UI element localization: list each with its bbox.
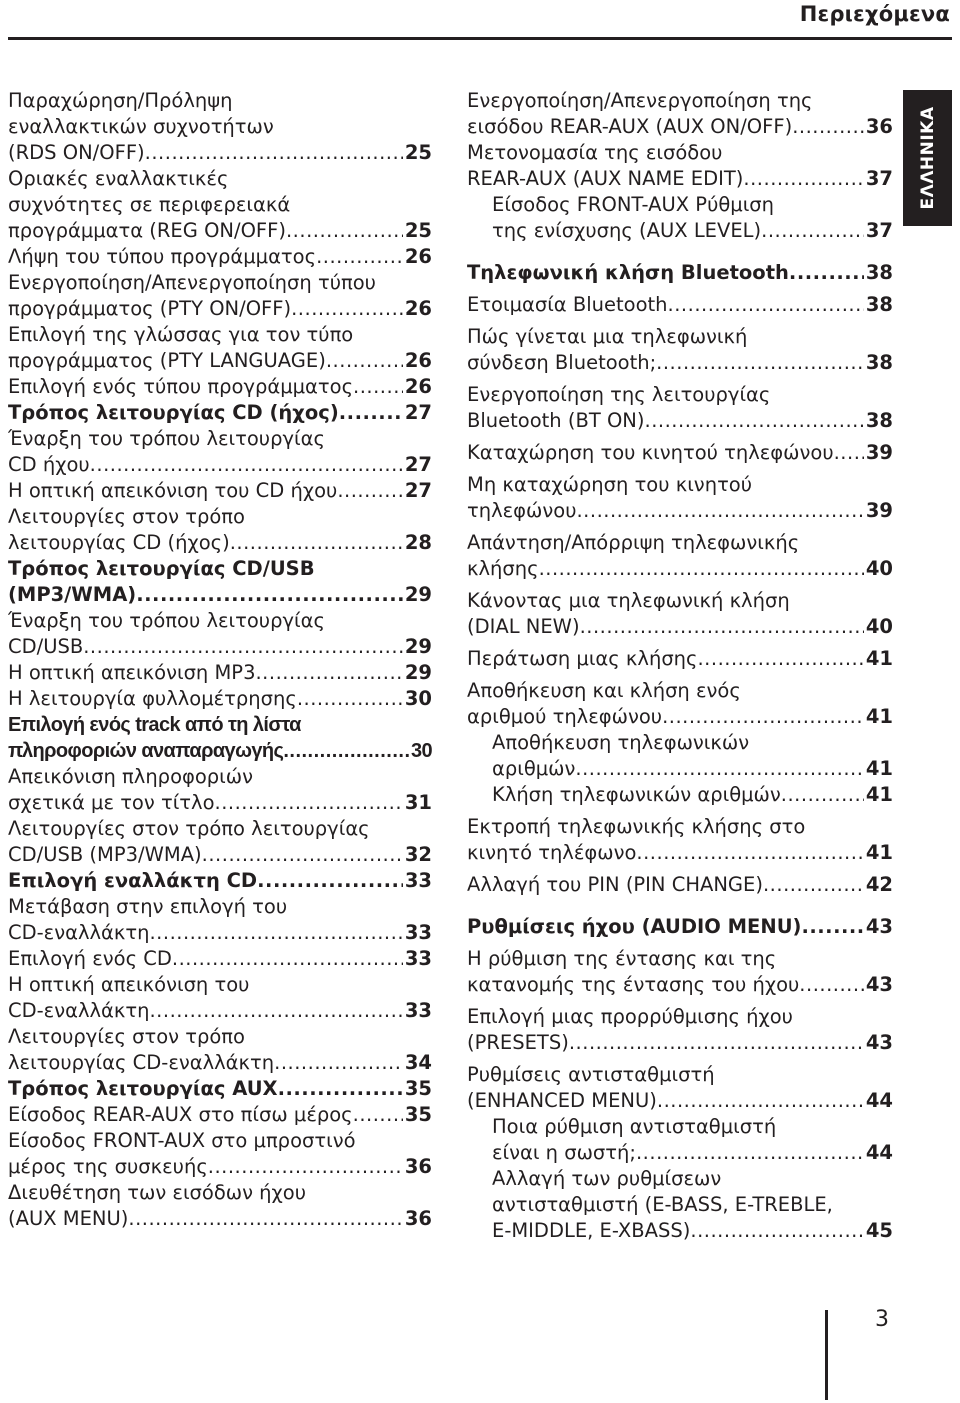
- toc-left-column: [8, 88, 432, 1232]
- toc-entry: [8, 1102, 432, 1128]
- toc-entry-text: CD-εναλλάκτη: [8, 999, 150, 1022]
- toc-entry-text: μέρος της συσκευής: [8, 1155, 208, 1178]
- toc-entry: [467, 260, 893, 286]
- toc-entry-text: Οριακές εναλλακτικές: [8, 167, 229, 190]
- toc-entry-text: αντισταθμιστή (E-BASS, E-TREBLE,: [492, 1193, 833, 1216]
- toc-page-number: 43: [865, 1031, 893, 1054]
- toc-entry-text: προγράμματος (PTY ON/OFF): [8, 297, 292, 320]
- toc-page-number: 29: [404, 661, 432, 684]
- toc-entry: [8, 1180, 432, 1232]
- dot-leader: [316, 244, 403, 270]
- toc-entry-text: Αποθήκευση και κλήση ενός: [467, 679, 741, 702]
- toc-entry-text: Απεικόνιση πληροφοριών: [8, 765, 253, 788]
- dot-leader: [274, 1050, 403, 1076]
- dot-leader: [257, 868, 403, 894]
- toc-entry-text: REAR-AUX (AUX NAME EDIT): [467, 167, 744, 190]
- toc-page-number: 36: [404, 1155, 432, 1178]
- toc-entry-text: είναι η σωστή;: [492, 1141, 636, 1164]
- toc-page-number: 26: [404, 245, 432, 268]
- page-title: Περιεχόμενα: [799, 2, 950, 26]
- dot-leader: [286, 218, 403, 244]
- toc-entry: [8, 608, 432, 660]
- toc-entry: [467, 382, 893, 434]
- toc-entry-text: CD/USB: [8, 635, 84, 658]
- toc-page-number: 39: [865, 441, 893, 464]
- toc-page-number: 26: [404, 297, 432, 320]
- toc-entry: [467, 324, 893, 376]
- toc-page-number: 41: [865, 841, 893, 864]
- dot-leader: [83, 634, 403, 660]
- toc-entry-text: Επιλογή της γλώσσας για τον τύπο: [8, 323, 354, 346]
- dot-leader: [208, 1154, 403, 1180]
- toc-entry: [8, 660, 432, 686]
- toc-entry-text: Τρόπος λειτουργίας CD/USB: [8, 557, 315, 580]
- toc-page-number: 36: [404, 1207, 432, 1230]
- toc-entry-text: (MP3/WMA): [8, 583, 137, 606]
- toc-page-number: 40: [865, 557, 893, 580]
- dot-leader: [690, 1218, 863, 1244]
- dot-leader: [763, 872, 864, 898]
- toc-entry: [467, 88, 893, 140]
- dot-leader: [580, 614, 864, 640]
- toc-entry: [8, 868, 432, 894]
- dot-leader: [283, 738, 409, 764]
- toc-page-number: 35: [404, 1077, 432, 1100]
- dot-leader: [576, 498, 863, 524]
- toc-page-number: 26: [404, 375, 432, 398]
- dot-leader: [326, 348, 403, 374]
- toc-page-number: 32: [404, 843, 432, 866]
- toc-page-number: 33: [404, 921, 432, 944]
- dot-leader: [291, 296, 403, 322]
- toc-page-number: 27: [404, 479, 432, 502]
- toc-entry: [467, 914, 893, 940]
- toc-entry-text: Επιλογή εναλλάκτη CD: [8, 869, 258, 892]
- toc-entry-text: Έναρξη του τρόπου λειτουργίας: [8, 427, 325, 450]
- toc-entry: [8, 712, 432, 764]
- toc-entry: [8, 556, 432, 608]
- toc-entry-text: Παραχώρηση/Πρόληψη: [8, 89, 233, 112]
- toc-entry-text: Κάνοντας μια τηλεφωνική κλήση: [467, 589, 790, 612]
- dot-leader: [172, 946, 403, 972]
- dot-leader: [202, 842, 403, 868]
- toc-page-number: 41: [865, 705, 893, 728]
- dot-leader: [801, 914, 863, 940]
- toc-page-number: 27: [404, 453, 432, 476]
- toc-entry-text: E-MIDDLE, E-XBASS): [492, 1219, 691, 1242]
- dot-leader: [668, 292, 864, 318]
- toc-entry-text: Μη καταχώρηση του κινητού: [467, 473, 753, 496]
- toc-entry-text: Είσοδος REAR-AUX στο πίσω μέρος: [8, 1103, 353, 1126]
- toc-page-number: 29: [404, 583, 432, 606]
- toc-entry: [8, 686, 432, 712]
- toc-entry-text: Επιλογή ενός CD: [8, 947, 172, 970]
- dot-leader: [834, 440, 864, 466]
- page-number: 3: [875, 1307, 889, 1332]
- toc-entry: [467, 872, 893, 898]
- toc-page-number: 28: [404, 531, 432, 554]
- toc-entry-text: CD ήχου: [8, 453, 90, 476]
- toc-entry: [8, 972, 432, 1024]
- header-divider: [8, 37, 952, 40]
- toc-entry: [467, 1166, 893, 1244]
- toc-entry-text: Τηλεφωνική κλήση Bluetooth: [467, 261, 789, 284]
- toc-entry-text: Ρυθμίσεις ήχου (AUDIO MENU): [467, 915, 802, 938]
- dot-leader: [339, 400, 403, 426]
- toc-entry-text: εναλλακτικών συχνοτήτων: [8, 115, 274, 138]
- toc-entry: [8, 894, 432, 946]
- toc-entry-text: Είσοδος FRONT-AUX Ρύθμιση: [492, 193, 775, 216]
- dot-leader: [789, 260, 864, 286]
- dot-leader: [145, 140, 403, 166]
- dot-leader: [337, 478, 403, 504]
- dot-leader: [90, 452, 403, 478]
- toc-entry: [8, 400, 432, 426]
- dot-leader: [215, 790, 403, 816]
- dot-leader: [656, 350, 864, 376]
- toc-entry-text: κινητό τηλέφωνο: [467, 841, 637, 864]
- toc-page-number: 35: [404, 1103, 432, 1126]
- dot-leader: [697, 646, 863, 672]
- toc-entry-text: Κλήση τηλεφωνικών αριθμών: [492, 783, 781, 806]
- toc-page-number: 41: [865, 647, 893, 670]
- toc-entry-text: Απάντηση/Απόρριψη τηλεφωνικής: [467, 531, 800, 554]
- language-tab-label: ΕΛΛΗΝΙΚΑ: [917, 106, 938, 210]
- dot-leader: [781, 782, 864, 808]
- toc-entry-text: συχνότητες σε περιφερειακά: [8, 193, 291, 216]
- dot-leader: [636, 840, 863, 866]
- toc-entry-text: CD/USB (MP3/WMA): [8, 843, 202, 866]
- toc-entry: [8, 1024, 432, 1076]
- toc-page-number: 34: [404, 1051, 432, 1074]
- toc-entry: [467, 946, 893, 998]
- toc-entry: [467, 588, 893, 640]
- toc-entry-text: κατανομής της έντασης του ήχου: [467, 973, 800, 996]
- toc-page-number: 43: [865, 973, 893, 996]
- toc-entry-text: Η λειτουργία φυλλομέτρησης: [8, 687, 297, 710]
- toc-page-number: 38: [865, 351, 893, 374]
- toc-entry: [467, 1114, 893, 1166]
- toc-entry-text: Η οπτική απεικόνιση MP3: [8, 661, 256, 684]
- toc-page-number: 26: [404, 349, 432, 372]
- toc-entry: [467, 782, 893, 808]
- toc-page-number: 44: [865, 1141, 893, 1164]
- toc-entry-text: Λειτουργίες στον τρόπο: [8, 1025, 245, 1048]
- toc-entry-text: Λειτουργίες στον τρόπο: [8, 505, 245, 528]
- toc-entry-text: Αλλαγή των ρυθμίσεων: [492, 1167, 722, 1190]
- toc-entry: [467, 1004, 893, 1056]
- toc-entry: [467, 472, 893, 524]
- dot-leader: [743, 166, 863, 192]
- toc-entry-text: Ρυθμίσεις αντισταθμιστή: [467, 1063, 715, 1086]
- dot-leader: [297, 686, 403, 712]
- toc-entry-text: Λήψη του τύπου προγράμματος: [8, 245, 317, 268]
- toc-page-number: 42: [865, 873, 893, 896]
- toc-entry-text: Εκτροπή τηλεφωνικής κλήσης στο: [467, 815, 806, 838]
- toc-page-number: 33: [404, 999, 432, 1022]
- toc-entry: [8, 88, 432, 166]
- toc-right-column: [467, 88, 893, 1244]
- toc-entry: [8, 374, 432, 400]
- toc-entry-text: λειτουργίας CD-εναλλάκτη: [8, 1051, 275, 1074]
- dot-leader: [149, 920, 402, 946]
- toc-entry-text: Επιλογή ενός track από τη λίστα: [8, 714, 301, 736]
- toc-entry-text: σχετικά με τον τίτλο: [8, 791, 215, 814]
- toc-entry-text: της ενίσχυσης (AUX LEVEL): [492, 219, 762, 242]
- toc-page-number: 30: [404, 687, 432, 710]
- toc-entry-text: Bluetooth (BT ON): [467, 409, 645, 432]
- toc-page-number: 41: [865, 757, 893, 780]
- toc-entry-text: Έναρξη του τρόπου λειτουργίας: [8, 609, 325, 632]
- dot-leader: [128, 1206, 402, 1232]
- toc-entry: [8, 816, 432, 868]
- toc-entry: [8, 244, 432, 270]
- footer-divider: [825, 1310, 828, 1400]
- toc-page-number: 41: [865, 783, 893, 806]
- dot-leader: [230, 530, 403, 556]
- toc-page-number: 44: [865, 1089, 893, 1112]
- toc-page-number: 38: [865, 293, 893, 316]
- toc-entry-text: Μετάβαση στην επιλογή του: [8, 895, 288, 918]
- toc-entry: [8, 504, 432, 556]
- dot-leader: [353, 1102, 403, 1128]
- toc-page-number: 31: [404, 791, 432, 814]
- toc-entry-text: (AUX MENU): [8, 1207, 129, 1230]
- toc-page-number: 33: [404, 869, 432, 892]
- toc-page-number: 37: [865, 219, 893, 242]
- toc-entry-text: προγράμματα (REG ON/OFF): [8, 219, 286, 242]
- toc-entry-text: Πώς γίνεται μια τηλεφωνική: [467, 325, 748, 348]
- toc-entry: [8, 1128, 432, 1180]
- toc-entry: [467, 530, 893, 582]
- toc-entry-text: Επιλογή μιας προρρύθμισης ήχου: [467, 1005, 793, 1028]
- toc-entry: [467, 440, 893, 466]
- dot-leader: [792, 114, 864, 140]
- toc-entry: [8, 478, 432, 504]
- dot-leader: [645, 408, 864, 434]
- dot-leader: [636, 1140, 864, 1166]
- dot-leader: [278, 1076, 403, 1102]
- language-tab: [903, 90, 952, 226]
- toc-entry-text: Αποθήκευση τηλεφωνικών: [492, 731, 750, 754]
- toc-entry-text: αριθμού τηλεφώνου: [467, 705, 663, 728]
- toc-entry-text: Λειτουργίες στον τρόπο λειτουργίας: [8, 817, 370, 840]
- toc-entry-text: Ετοιμασία Bluetooth: [467, 293, 668, 316]
- toc-page-number: 25: [404, 219, 432, 242]
- toc-entry-text: Αλλαγή του PIN (PIN CHANGE): [467, 873, 763, 896]
- dot-leader: [353, 374, 403, 400]
- toc-entry: [8, 946, 432, 972]
- toc-entry-text: εισόδου REAR-AUX (AUX ON/OFF): [467, 115, 793, 138]
- toc-entry-text: λειτουργίας CD (ήχος): [8, 531, 230, 554]
- toc-entry: [467, 292, 893, 318]
- toc-entry-text: Η ρύθμιση της έντασης και της: [467, 947, 777, 970]
- dot-leader: [575, 756, 863, 782]
- toc-entry-text: Ενεργοποίηση της λειτουργίας: [467, 383, 771, 406]
- toc-entry: [467, 1062, 893, 1114]
- dot-leader: [799, 972, 864, 998]
- toc-entry: [8, 426, 432, 478]
- dot-leader: [149, 998, 402, 1024]
- toc-entry-text: Είσοδος FRONT-AUX στο μπροστινό: [8, 1129, 356, 1152]
- toc-entry-text: Καταχώρηση του κινητού τηλεφώνου: [467, 441, 834, 464]
- toc-entry-text: (RDS ON/OFF): [8, 141, 145, 164]
- toc-page-number: 38: [865, 261, 893, 284]
- toc-page-number: 29: [404, 635, 432, 658]
- toc-entry: [8, 322, 432, 374]
- dot-leader: [539, 556, 864, 582]
- toc-entry-text: Ενεργοποίηση/Απενεργοποίηση τύπου: [8, 271, 376, 294]
- dot-leader: [761, 218, 864, 244]
- toc-entry-text: Τρόπος λειτουργίας AUX: [8, 1077, 278, 1100]
- toc-entry: [8, 1076, 432, 1102]
- toc-entry-text: Η οπτική απεικόνιση του: [8, 973, 250, 996]
- dot-leader: [657, 1088, 864, 1114]
- dot-leader: [569, 1030, 864, 1056]
- dot-leader: [662, 704, 864, 730]
- toc-entry: [467, 646, 893, 672]
- toc-entry: [467, 192, 893, 244]
- toc-entry-text: πληροφοριών αναπαραγωγής: [8, 740, 284, 762]
- toc-entry: [8, 166, 432, 244]
- dot-leader: [255, 660, 402, 686]
- toc-entry-text: τηλεφώνου: [467, 499, 577, 522]
- toc-entry-text: (PRESETS): [467, 1031, 569, 1054]
- toc-entry-text: (ENHANCED MENU): [467, 1089, 657, 1112]
- toc-entry-text: Μετονομασία της εισόδου: [467, 141, 723, 164]
- toc-entry-text: αριθμών: [492, 757, 576, 780]
- toc-entry-text: Ενεργοποίηση/Απενεργοποίηση της: [467, 89, 813, 112]
- toc-page-number: 39: [865, 499, 893, 522]
- toc-page-number: 45: [865, 1219, 893, 1242]
- toc-entry-text: Τρόπος λειτουργίας CD (ήχος): [8, 401, 339, 424]
- toc-entry: [467, 814, 893, 866]
- toc-entry-text: προγράμματος (PTY LANGUAGE): [8, 349, 326, 372]
- toc-entry: [467, 730, 893, 782]
- dot-leader: [136, 582, 403, 608]
- toc-entry-text: CD-εναλλάκτη: [8, 921, 150, 944]
- toc-entry: [467, 678, 893, 730]
- toc-entry-text: Περάτωση μιας κλήσης: [467, 647, 698, 670]
- toc-entry: [467, 140, 893, 192]
- toc-entry: [8, 270, 432, 322]
- toc-entry-text: Ποια ρύθμιση αντισταθμιστή: [492, 1115, 777, 1138]
- toc-entry-text: (DIAL NEW): [467, 615, 580, 638]
- toc-page-number: 33: [404, 947, 432, 970]
- toc-entry-text: σύνδεση Bluetooth;: [467, 351, 657, 374]
- toc-page-number: 36: [865, 115, 893, 138]
- toc-page-number: 40: [865, 615, 893, 638]
- toc-entry-text: Διευθέτηση των εισόδων ήχου: [8, 1181, 307, 1204]
- toc-page-number: 37: [865, 167, 893, 190]
- toc-page-number: 27: [404, 401, 432, 424]
- toc-page-number: 25: [404, 141, 432, 164]
- toc-page-number: 38: [865, 409, 893, 432]
- toc-page-number: 30: [410, 740, 432, 762]
- toc-entry-text: Η οπτική απεικόνιση του CD ήχου: [8, 479, 338, 502]
- toc-page-number: 43: [865, 915, 893, 938]
- toc-entry: [8, 764, 432, 816]
- toc-entry-text: κλήσης: [467, 557, 539, 580]
- toc-entry-text: Επιλογή ενός τύπου προγράμματος: [8, 375, 354, 398]
